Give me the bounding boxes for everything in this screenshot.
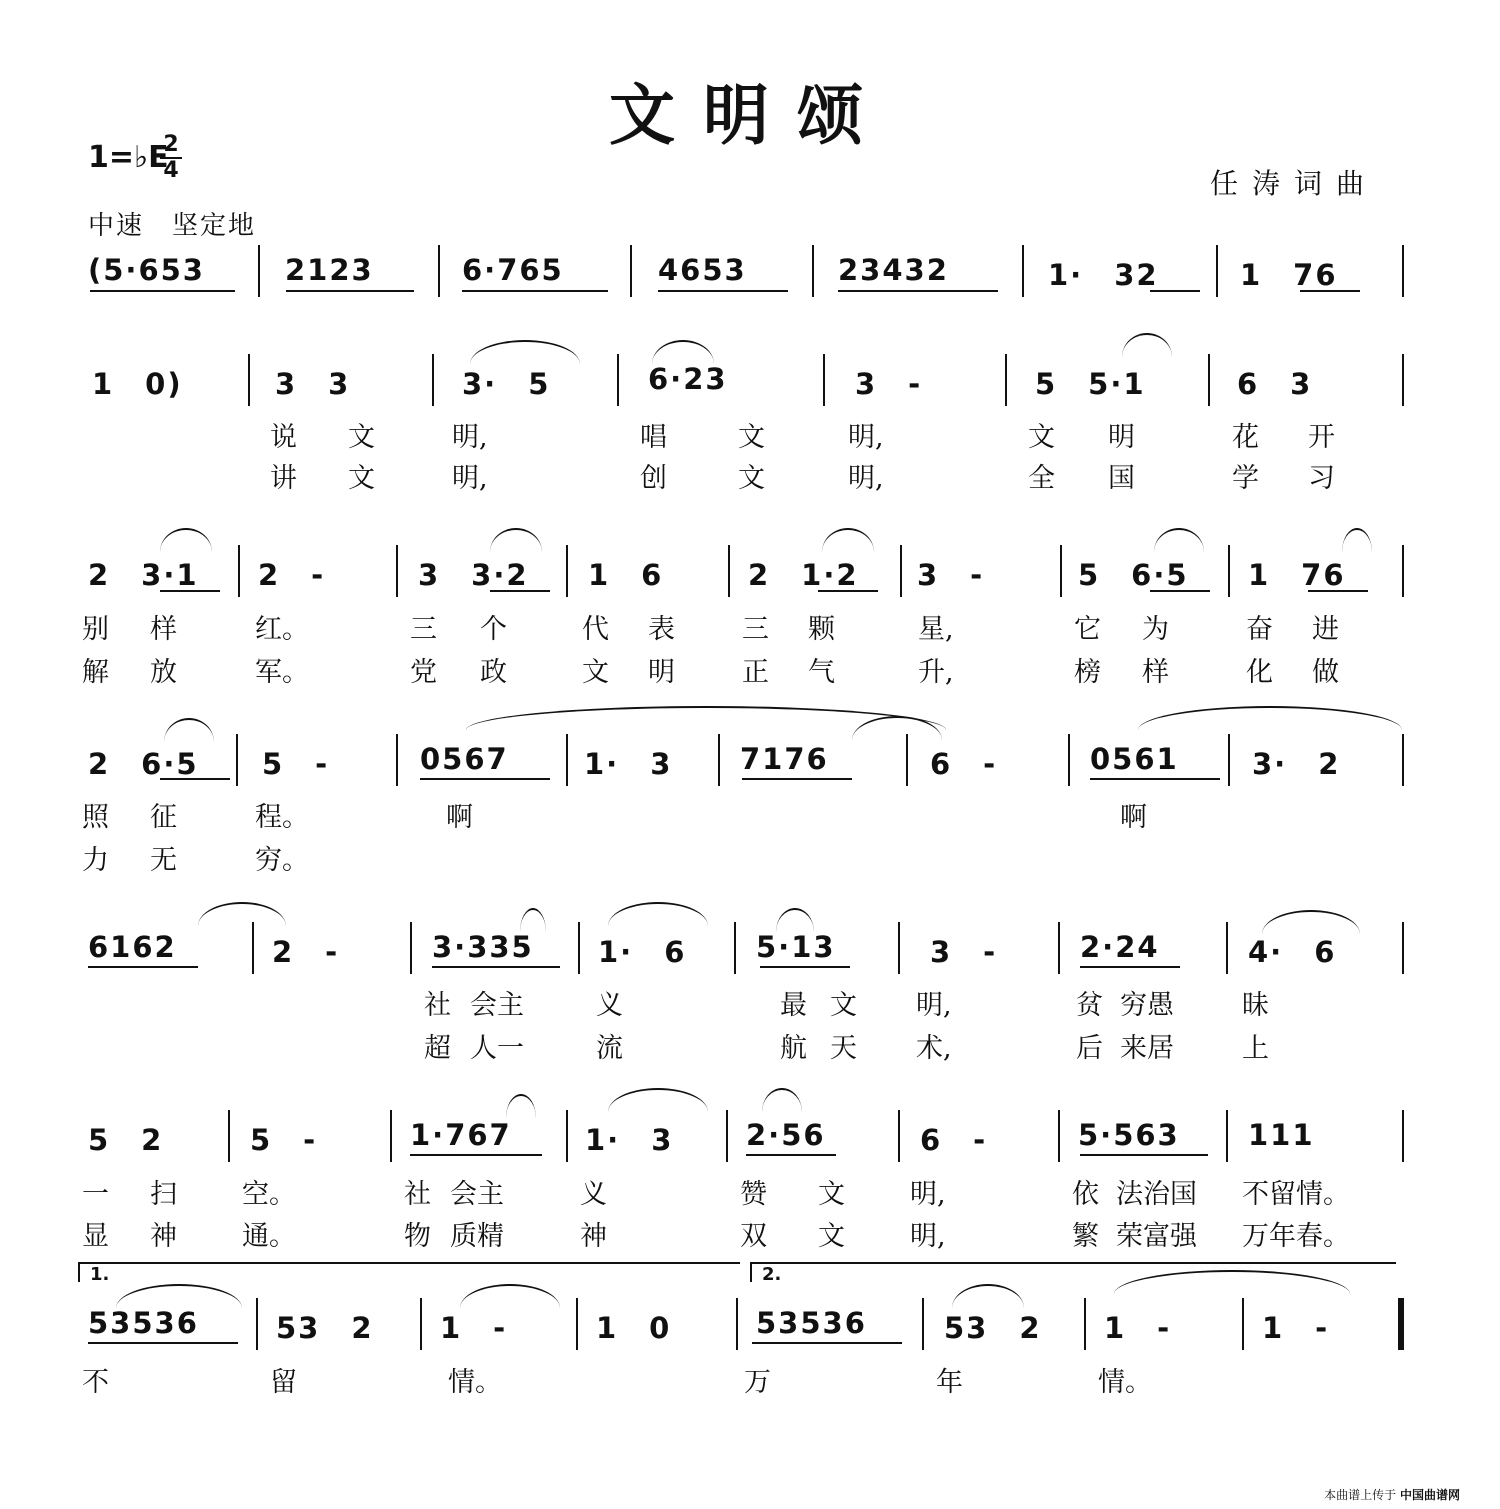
measure-1-6: 1· 32	[1048, 258, 1159, 292]
barline	[734, 922, 736, 974]
lyric-syllable: 明,	[848, 422, 884, 453]
lyric-syllable: 政	[480, 657, 507, 688]
lyric-syllable: 文	[818, 1221, 845, 1252]
duration-underline	[160, 590, 220, 592]
lyric-syllable: 文	[348, 463, 375, 494]
duration-underline	[818, 590, 878, 592]
barline	[1084, 1298, 1086, 1350]
measure-5-2: 2 -	[272, 935, 340, 969]
barline	[630, 245, 632, 297]
lyric-syllable: 依	[1072, 1179, 1099, 1210]
lyric-syllable: 万年春。	[1242, 1221, 1350, 1252]
measure-7-5: 53536	[756, 1306, 867, 1340]
lyric-syllable: 显	[82, 1221, 109, 1252]
measure-7-7: 1 -	[1104, 1311, 1172, 1345]
barline	[390, 1110, 392, 1162]
measure-5-4: 1· 6	[598, 935, 687, 969]
lyric-syllable: 样	[1142, 657, 1169, 688]
barline	[258, 245, 260, 297]
duration-underline	[1150, 290, 1200, 292]
barline	[1226, 1110, 1228, 1162]
barline	[922, 1298, 924, 1350]
measure-6-1: 5 2	[88, 1123, 164, 1157]
barline	[566, 1110, 568, 1162]
lyrics-row-4-verse-1	[0, 795, 1500, 831]
lyric-syllable: 情。	[448, 1367, 502, 1398]
lyrics-row-2-verse-1	[0, 415, 1500, 451]
slur-mark	[490, 528, 542, 552]
lyric-syllable: 文	[830, 990, 857, 1021]
slur-mark	[762, 1088, 802, 1112]
lyric-syllable: 说	[270, 422, 297, 453]
duration-underline	[1300, 290, 1360, 292]
barline	[900, 545, 902, 597]
measure-6-7: 5·563	[1078, 1118, 1180, 1152]
measure-1-5: 23432	[838, 253, 949, 287]
lyric-syllable: 穷愚	[1120, 990, 1174, 1021]
duration-underline	[286, 290, 414, 292]
lyric-syllable: 超	[424, 1033, 451, 1064]
lyric-syllable: 不	[82, 1367, 109, 1398]
lyrics-row-2-verse-2	[0, 456, 1500, 492]
slur-mark	[160, 528, 212, 552]
barline	[898, 1110, 900, 1162]
lyric-syllable: 物	[404, 1221, 431, 1252]
measure-4-1: 2 6·5	[88, 747, 199, 781]
slur-mark	[822, 528, 874, 552]
time-signature	[160, 134, 182, 182]
score-row-3	[0, 553, 1500, 613]
lyric-syllable: 上	[1242, 1033, 1269, 1064]
lyric-syllable: 穷。	[255, 845, 309, 876]
duration-underline	[160, 778, 230, 780]
final-barline	[1398, 1298, 1404, 1350]
measure-5-7: 2·24	[1080, 930, 1160, 964]
second-ending-bracket: 2.	[750, 1262, 1396, 1282]
lyric-syllable: 三	[742, 614, 769, 645]
lyric-syllable: 明	[648, 657, 675, 688]
barline	[578, 922, 580, 974]
barline	[1242, 1298, 1244, 1350]
barline	[726, 1110, 728, 1162]
measure-2-6: 5 5·1	[1035, 367, 1146, 401]
author-credit: 任涛词曲	[1210, 167, 1379, 200]
lyric-syllable: 术,	[916, 1033, 952, 1064]
lyric-syllable: 义	[596, 990, 623, 1021]
lyric-syllable: 解	[82, 657, 109, 688]
barline	[823, 354, 825, 406]
lyric-syllable: 程。	[255, 802, 309, 833]
slur-mark	[198, 902, 286, 926]
duration-underline	[160, 290, 230, 292]
lyric-syllable: 升,	[918, 657, 954, 688]
lyric-syllable: 做	[1312, 657, 1339, 688]
duration-underline	[462, 290, 608, 292]
lyric-syllable: 明,	[910, 1221, 946, 1252]
slur-mark	[1138, 706, 1402, 730]
measure-4-4: 1· 3	[584, 747, 673, 781]
barline	[1005, 354, 1007, 406]
duration-underline	[410, 1154, 542, 1156]
lyric-syllable: 唱	[640, 422, 667, 453]
lyric-syllable: 文	[1028, 422, 1055, 453]
lyric-syllable: 进	[1312, 614, 1339, 645]
lyric-syllable: 榜	[1074, 657, 1101, 688]
lyric-syllable: 国	[1108, 463, 1135, 494]
slur-mark	[608, 1088, 708, 1112]
lyric-syllable: 会主	[450, 1179, 504, 1210]
lyric-syllable: 神	[150, 1221, 177, 1252]
lyric-syllable: 奋	[1246, 614, 1273, 645]
lyric-syllable: 义	[580, 1179, 607, 1210]
lyric-syllable: 三	[410, 614, 437, 645]
lyric-syllable: 习	[1308, 463, 1335, 494]
lyric-syllable: 扫	[150, 1179, 177, 1210]
measure-5-3: 3·335	[432, 930, 534, 964]
barline	[1226, 922, 1228, 974]
lyrics-row-5-verse-1	[0, 983, 1500, 1019]
score-row-7	[0, 1306, 1500, 1366]
measure-2-1: 1 0)	[92, 367, 183, 401]
barline	[1208, 354, 1210, 406]
measure-5-5: 5·13	[756, 930, 836, 964]
lyric-syllable: 表	[648, 614, 675, 645]
score-row-2	[0, 362, 1500, 422]
lyric-syllable: 来居	[1120, 1033, 1174, 1064]
lyrics-row-6-verse-1	[0, 1172, 1500, 1208]
measure-1-2: 2123	[285, 253, 374, 287]
barline	[1058, 1110, 1060, 1162]
measure-4-2: 5 -	[262, 747, 330, 781]
duration-underline	[742, 778, 852, 780]
duration-underline	[490, 590, 550, 592]
lyric-syllable: 留	[270, 1367, 297, 1398]
slur-mark	[116, 1284, 242, 1308]
barline	[566, 734, 568, 786]
lyric-syllable: 放	[150, 657, 177, 688]
slur-mark	[952, 1284, 1024, 1308]
barline	[1228, 545, 1230, 597]
measure-1-7: 1 76	[1240, 258, 1338, 292]
measure-6-6: 6 -	[920, 1123, 988, 1157]
lyric-syllable: 照	[82, 802, 109, 833]
footer-watermark	[1324, 1486, 1460, 1503]
duration-underline	[752, 1342, 902, 1344]
lyric-syllable: 明,	[916, 990, 952, 1021]
lyric-syllable: 社	[404, 1179, 431, 1210]
barline	[256, 1298, 258, 1350]
duration-underline	[1308, 590, 1368, 592]
measure-4-3: 0567	[420, 742, 509, 776]
lyric-syllable: 开	[1308, 422, 1335, 453]
lyric-syllable: 最	[780, 990, 807, 1021]
duration-underline	[1150, 590, 1210, 592]
duration-underline	[1090, 778, 1220, 780]
barline	[432, 354, 434, 406]
measure-6-8: 111	[1248, 1118, 1315, 1152]
lyric-syllable: 航	[780, 1033, 807, 1064]
barline	[410, 922, 412, 974]
barline	[736, 1298, 738, 1350]
slur-mark	[1342, 528, 1372, 552]
barline	[1402, 1110, 1404, 1162]
measure-4-7: 0561	[1090, 742, 1179, 776]
lyric-syllable: 代	[582, 614, 609, 645]
barline	[1216, 245, 1218, 297]
score-row-1	[0, 253, 1500, 313]
barline	[1402, 922, 1404, 974]
lyric-syllable: 社	[424, 990, 451, 1021]
lyric-syllable: 文	[738, 463, 765, 494]
lyrics-row-4-verse-2	[0, 838, 1500, 874]
lyric-syllable: 文	[818, 1179, 845, 1210]
measure-2-2: 3 3	[275, 367, 351, 401]
barline	[1402, 354, 1404, 406]
measure-5-1: 6162	[88, 930, 177, 964]
barline	[420, 1298, 422, 1350]
measure-6-2: 5 -	[250, 1123, 318, 1157]
lyric-syllable: 会主	[470, 990, 524, 1021]
measure-2-7: 6 3	[1237, 367, 1313, 401]
duration-underline	[658, 290, 788, 292]
lyric-syllable: 啊	[1120, 802, 1147, 833]
footer-site: 中国曲谱网	[1399, 1488, 1460, 1502]
key-signature: 1=♭E	[88, 140, 169, 175]
lyric-syllable: 文	[738, 422, 765, 453]
measure-4-6: 6 -	[930, 747, 998, 781]
lyric-syllable: 为	[1142, 614, 1169, 645]
measure-6-4: 1· 3	[585, 1123, 674, 1157]
lyric-syllable: 学	[1232, 463, 1259, 494]
lyric-syllable: 文	[582, 657, 609, 688]
measure-3-2: 2 -	[258, 558, 326, 592]
barline	[248, 354, 250, 406]
lyric-syllable: 气	[808, 657, 835, 688]
barline	[812, 245, 814, 297]
lyrics-row-5-verse-2	[0, 1026, 1500, 1062]
measure-7-6: 53 2	[944, 1311, 1042, 1345]
lyric-syllable: 赞	[740, 1179, 767, 1210]
slur-mark	[652, 340, 714, 364]
measure-2-4: 6·23	[648, 362, 728, 396]
barline	[396, 545, 398, 597]
lyric-syllable: 它	[1074, 614, 1101, 645]
measure-3-1: 2 3·1	[88, 558, 199, 592]
slur-mark	[164, 718, 214, 742]
lyric-syllable: 花	[1232, 422, 1259, 453]
barline	[1058, 922, 1060, 974]
slur-mark	[460, 1284, 560, 1308]
measure-3-4: 1 6	[588, 558, 664, 592]
lyric-syllable: 颗	[808, 614, 835, 645]
duration-underline	[432, 966, 560, 968]
lyric-syllable: 样	[150, 614, 177, 645]
slur-mark	[776, 908, 814, 932]
lyric-syllable: 繁	[1072, 1221, 1099, 1252]
barline	[228, 1110, 230, 1162]
barline	[1228, 734, 1230, 786]
lyric-syllable: 明,	[452, 463, 488, 494]
lyric-syllable: 明,	[452, 422, 488, 453]
measure-7-3: 1 -	[440, 1311, 508, 1345]
measure-1-3: 6·765	[462, 253, 564, 287]
first-ending-bracket: 1.	[78, 1262, 740, 1282]
barline	[1402, 545, 1404, 597]
slur-mark	[470, 340, 580, 364]
barline	[1402, 245, 1404, 297]
lyric-syllable: 征	[150, 802, 177, 833]
duration-underline	[88, 966, 198, 968]
barline	[1402, 734, 1404, 786]
barline	[1022, 245, 1024, 297]
lyric-syllable: 神	[580, 1221, 607, 1252]
lyric-syllable: 全	[1028, 463, 1055, 494]
lyric-syllable: 流	[596, 1033, 623, 1064]
measure-5-6: 3 -	[930, 935, 998, 969]
tempo-marking: 中速 坚定地	[88, 211, 257, 241]
song-title: 文明颂	[609, 76, 891, 154]
lyric-syllable: 创	[640, 463, 667, 494]
lyric-syllable: 无	[150, 845, 177, 876]
lyric-syllable: 红。	[255, 614, 309, 645]
measure-6-3: 1·767	[410, 1118, 512, 1152]
score-row-5	[0, 930, 1500, 990]
barline	[718, 734, 720, 786]
barline	[236, 734, 238, 786]
barline	[898, 922, 900, 974]
lyric-syllable: 别	[82, 614, 109, 645]
measure-3-8: 1 76	[1248, 558, 1346, 592]
barline	[438, 245, 440, 297]
duration-underline	[420, 778, 550, 780]
measure-7-2: 53 2	[276, 1311, 374, 1345]
duration-underline	[88, 1342, 238, 1344]
barline	[1068, 734, 1070, 786]
lyric-syllable: 年	[936, 1367, 963, 1398]
lyrics-row-6-verse-2	[0, 1214, 1500, 1250]
barline	[1060, 545, 1062, 597]
duration-underline	[760, 966, 850, 968]
lyric-syllable: 情。	[1098, 1367, 1152, 1398]
duration-underline	[1080, 1154, 1208, 1156]
score-row-6	[0, 1118, 1500, 1178]
lyric-syllable: 明,	[910, 1179, 946, 1210]
measure-7-4: 1 0	[596, 1311, 672, 1345]
duration-underline	[746, 1154, 836, 1156]
time-sig-top: 2	[163, 132, 179, 157]
lyric-syllable: 天	[830, 1033, 857, 1064]
barline	[566, 545, 568, 597]
measure-5-8: 4· 6	[1248, 935, 1337, 969]
lyric-syllable: 质精	[450, 1221, 504, 1252]
lyric-syllable: 正	[742, 657, 769, 688]
lyrics-row-7-verse-1	[0, 1360, 1500, 1396]
barline	[728, 545, 730, 597]
slur-mark	[1262, 910, 1360, 934]
lyric-syllable: 空。	[242, 1179, 296, 1210]
lyric-syllable: 力	[82, 845, 109, 876]
barline	[617, 354, 619, 406]
lyric-syllable: 明,	[848, 463, 884, 494]
slur-mark	[506, 1094, 536, 1118]
barline	[396, 734, 398, 786]
lyric-syllable: 通。	[242, 1221, 296, 1252]
measure-1-1: (5·653	[88, 253, 205, 287]
measure-3-3: 3 3·2	[418, 558, 529, 592]
lyric-syllable: 星,	[918, 614, 954, 645]
lyric-syllable: 化	[1246, 657, 1273, 688]
lyric-syllable: 人一	[470, 1033, 524, 1064]
slur-mark	[608, 902, 708, 926]
lyric-syllable: 个	[480, 614, 507, 645]
lyric-syllable: 荣富强	[1116, 1221, 1197, 1252]
lyric-syllable: 法治国	[1116, 1179, 1197, 1210]
measure-3-6: 3 -	[917, 558, 985, 592]
lyric-syllable: 不留情。	[1242, 1179, 1350, 1210]
measure-2-5: 3 -	[855, 367, 923, 401]
score-row-4	[0, 742, 1500, 802]
duration-underline	[1080, 966, 1180, 968]
barline	[252, 922, 254, 974]
lyric-syllable: 一	[82, 1179, 109, 1210]
lyric-syllable: 万	[744, 1367, 771, 1398]
measure-4-8: 3· 2	[1252, 747, 1341, 781]
barline	[238, 545, 240, 597]
time-sig-bottom: 4	[163, 158, 179, 183]
measure-3-7: 5 6·5	[1078, 558, 1189, 592]
lyric-syllable: 军。	[255, 657, 309, 688]
lyric-syllable: 明	[1108, 422, 1135, 453]
barline	[576, 1298, 578, 1350]
lyric-syllable: 党	[410, 657, 437, 688]
duration-underline	[838, 290, 998, 292]
measure-3-5: 2 1·2	[748, 558, 859, 592]
lyric-syllable: 文	[348, 422, 375, 453]
lyric-syllable: 啊	[446, 802, 473, 833]
lyric-syllable: 讲	[270, 463, 297, 494]
lyrics-row-3-verse-2	[0, 650, 1500, 686]
lyric-syllable: 昧	[1242, 990, 1269, 1021]
measure-1-4: 4653	[658, 253, 747, 287]
slur-mark	[520, 908, 546, 932]
measure-2-3: 3· 5	[462, 367, 551, 401]
lyric-syllable: 贫	[1076, 990, 1103, 1021]
slur-mark	[1122, 333, 1172, 357]
measure-4-5: 7176	[740, 742, 829, 776]
barline	[906, 734, 908, 786]
lyric-syllable: 后	[1076, 1033, 1103, 1064]
lyrics-row-3-verse-1	[0, 607, 1500, 643]
slur-mark	[1154, 528, 1204, 552]
measure-6-5: 2·56	[746, 1118, 826, 1152]
measure-7-1: 53536	[88, 1306, 199, 1340]
footer-text: 本曲谱上传于	[1324, 1488, 1397, 1502]
measure-7-8: 1 -	[1262, 1311, 1330, 1345]
lyric-syllable: 双	[740, 1221, 767, 1252]
